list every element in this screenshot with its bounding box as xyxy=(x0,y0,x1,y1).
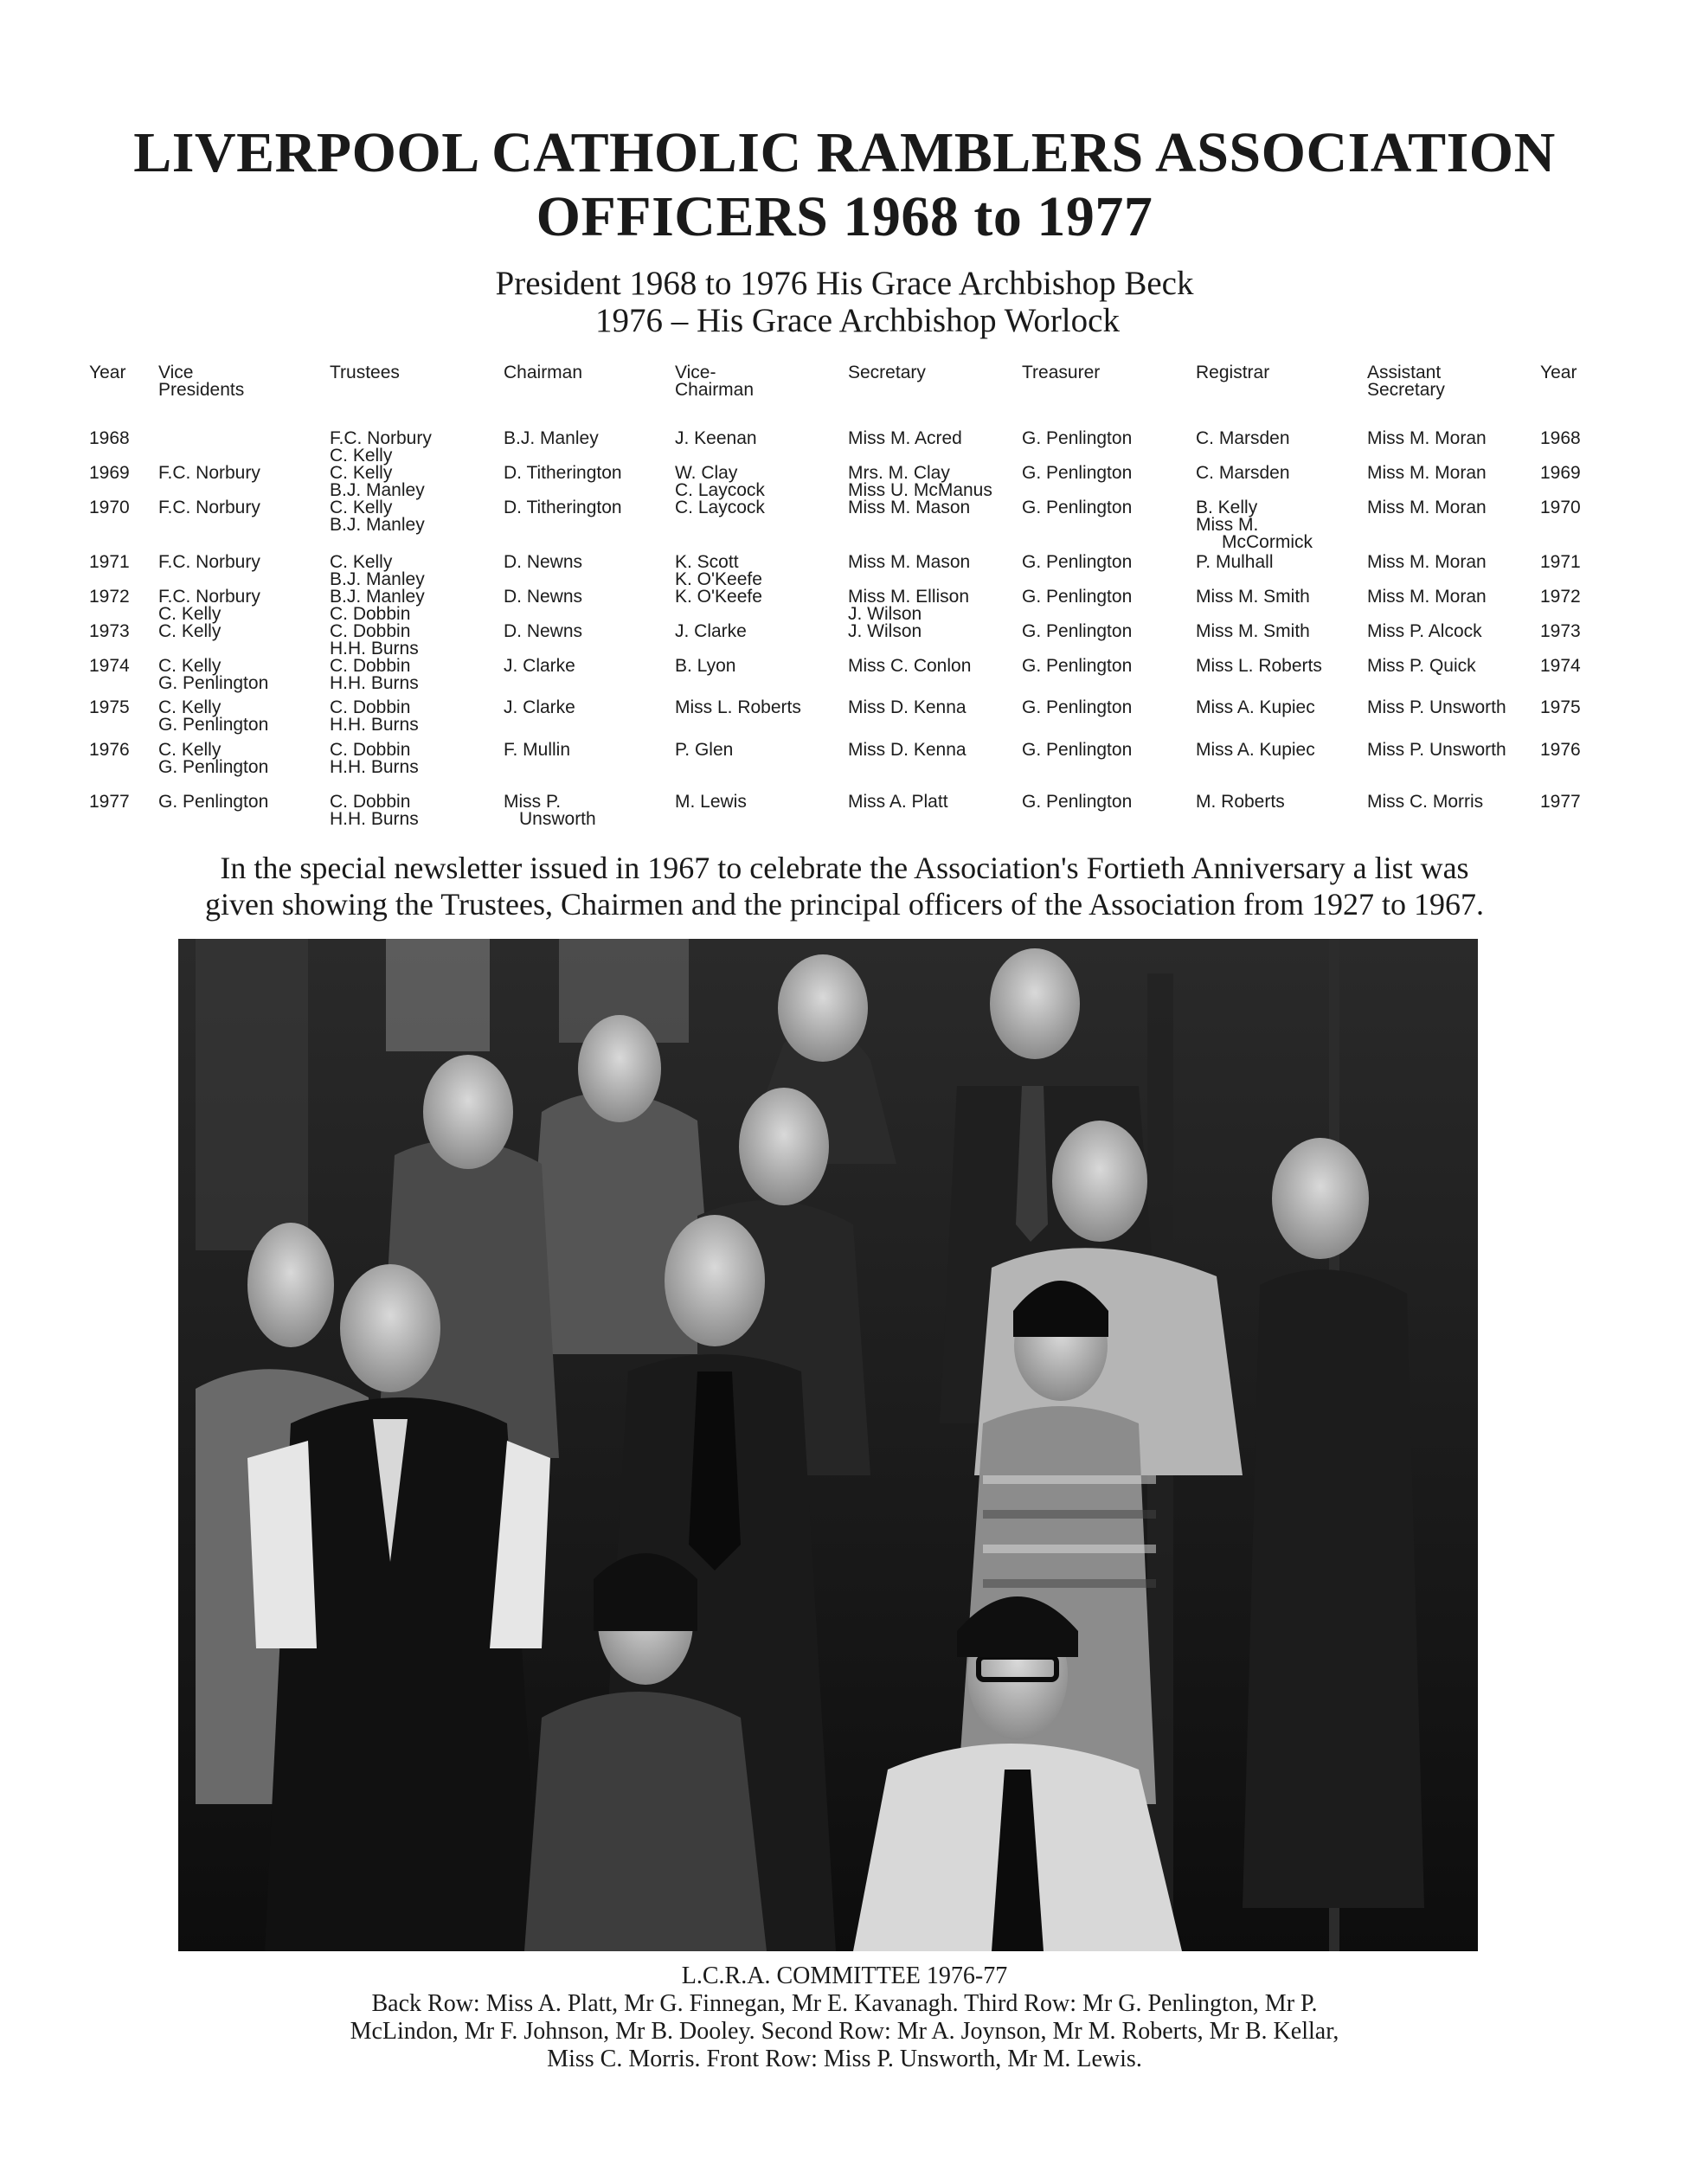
cell-year-right: 1970 xyxy=(1540,498,1581,517)
cell-year: 1971 xyxy=(89,552,130,572)
cell-chairman: D. Newns xyxy=(504,621,583,641)
cell-trustees: H.H. Burns xyxy=(330,809,419,829)
photo-caption-line-3: Miss C. Morris. Front Row: Miss P. Unsworth, Mr M. Lewis. xyxy=(547,2046,1142,2072)
cell-year: 1969 xyxy=(89,463,130,483)
cell-chairman: D. Titherington xyxy=(504,498,622,517)
cell-secretary: Miss U. McManus xyxy=(848,480,992,500)
cell-year-right: 1968 xyxy=(1540,428,1581,448)
cell-year-right: 1972 xyxy=(1540,587,1581,607)
cell-assistant-secretary: Miss M. Moran xyxy=(1367,463,1487,483)
photo-caption-line-2: McLindon, Mr F. Johnson, Mr B. Dooley. Second Row: Mr A. Joynson, Mr M. Roberts, Mr B. Kellar, xyxy=(350,2018,1339,2045)
cell-registrar: McCormick xyxy=(1222,532,1313,552)
cell-vice-chairman: K. O'Keefe xyxy=(675,569,762,589)
cell-vice-presidents: G. Penlington xyxy=(158,792,269,812)
cell-registrar: Miss L. Roberts xyxy=(1196,656,1322,676)
cell-secretary: Miss C. Conlon xyxy=(848,656,972,676)
header-trustees: Trustees xyxy=(330,363,400,382)
cell-vice-presidents: C. Kelly xyxy=(158,740,222,760)
committee-photo xyxy=(178,939,1478,1951)
cell-year-right: 1969 xyxy=(1540,463,1581,483)
cell-treasurer: G. Penlington xyxy=(1022,656,1133,676)
cell-vice-presidents: C. Kelly xyxy=(158,656,222,676)
cell-treasurer: G. Penlington xyxy=(1022,740,1133,760)
cell-trustees: C. Kelly xyxy=(330,446,393,466)
cell-vice-presidents: F.C. Norbury xyxy=(158,552,260,572)
cell-vice-presidents: C. Kelly xyxy=(158,621,222,641)
cell-registrar: Miss M. xyxy=(1196,515,1259,535)
header-vice-chairman: Vice- xyxy=(675,363,716,382)
cell-chairman: D. Titherington xyxy=(504,463,622,483)
cell-secretary: Miss A. Platt xyxy=(848,792,948,812)
header-assistant-secretary: Assistant xyxy=(1367,363,1442,382)
cell-year: 1974 xyxy=(89,656,130,676)
intro-paragraph-line-2: given showing the Trustees, Chairmen and the principal officers of the Association from 1927 to 1967. xyxy=(204,887,1485,922)
cell-trustees: H.H. Burns xyxy=(330,715,419,735)
cell-assistant-secretary: Miss P. Quick xyxy=(1367,656,1476,676)
cell-treasurer: G. Penlington xyxy=(1022,428,1133,448)
cell-trustees: B.J. Manley xyxy=(330,569,425,589)
cell-chairman: J. Clarke xyxy=(504,656,575,676)
cell-chairman: Miss P. xyxy=(504,792,562,812)
cell-assistant-secretary: Miss M. Moran xyxy=(1367,428,1487,448)
cell-trustees: H.H. Burns xyxy=(330,673,419,693)
header-treasurer: Treasurer xyxy=(1022,363,1101,382)
cell-vice-chairman: J. Clarke xyxy=(675,621,747,641)
cell-trustees: C. Dobbin xyxy=(330,697,411,717)
cell-registrar: C. Marsden xyxy=(1196,428,1290,448)
cell-trustees: B.J. Manley xyxy=(330,480,425,500)
photo-caption-line-1: Back Row: Miss A. Platt, Mr G. Finnegan, Mr E. Kavanagh. Third Row: Mr G. Penlington, Mr P. xyxy=(371,1990,1318,2017)
cell-chairman: D. Newns xyxy=(504,552,583,572)
cell-vice-chairman: B. Lyon xyxy=(675,656,736,676)
cell-trustees: C. Dobbin xyxy=(330,792,411,812)
cell-trustees: C. Kelly xyxy=(330,498,393,517)
cell-registrar: C. Marsden xyxy=(1196,463,1290,483)
cell-year: 1970 xyxy=(89,498,130,517)
cell-chairman: Unsworth xyxy=(519,809,596,829)
cell-treasurer: G. Penlington xyxy=(1022,697,1133,717)
cell-registrar: B. Kelly xyxy=(1196,498,1258,517)
cell-vice-presidents: G. Penlington xyxy=(158,715,269,735)
cell-vice-chairman: W. Clay xyxy=(675,463,738,483)
cell-registrar: Miss A. Kupiec xyxy=(1196,697,1315,717)
cell-vice-chairman: M. Lewis xyxy=(675,792,747,812)
cell-treasurer: G. Penlington xyxy=(1022,587,1133,607)
cell-year-right: 1971 xyxy=(1540,552,1581,572)
cell-secretary: J. Wilson xyxy=(848,621,922,641)
cell-assistant-secretary: Miss P. Alcock xyxy=(1367,621,1482,641)
cell-assistant-secretary: Miss M. Moran xyxy=(1367,587,1487,607)
cell-trustees: C. Kelly xyxy=(330,552,393,572)
cell-year-right: 1976 xyxy=(1540,740,1581,760)
header-chairman: Chairman xyxy=(504,363,583,382)
header-registrar: Registrar xyxy=(1196,363,1270,382)
cell-secretary: Miss M. Ellison xyxy=(848,587,970,607)
cell-chairman: B.J. Manley xyxy=(504,428,599,448)
cell-vice-presidents: G. Penlington xyxy=(158,757,269,777)
cell-trustees: H.H. Burns xyxy=(330,639,419,658)
cell-year-right: 1977 xyxy=(1540,792,1581,812)
cell-chairman: D. Newns xyxy=(504,587,583,607)
intro-paragraph-line-1: In the special newsletter issued in 1967 to celebrate the Association's Fortieth Anniversary a list was xyxy=(220,851,1469,885)
cell-trustees: B.J. Manley xyxy=(330,515,425,535)
cell-assistant-secretary: Miss M. Moran xyxy=(1367,498,1487,517)
committee-photo-drawing xyxy=(178,939,1478,1951)
cell-vice-chairman: K. O'Keefe xyxy=(675,587,762,607)
cell-vice-chairman: P. Glen xyxy=(675,740,734,760)
cell-vice-presidents: F.C. Norbury xyxy=(158,587,260,607)
cell-treasurer: G. Penlington xyxy=(1022,498,1133,517)
cell-vice-chairman: Miss L. Roberts xyxy=(675,697,801,717)
cell-chairman: J. Clarke xyxy=(504,697,575,717)
cell-assistant-secretary: Miss M. Moran xyxy=(1367,552,1487,572)
president-line-2: 1976 – His Grace Archbishop Worlock xyxy=(595,302,1120,339)
cell-secretary: J. Wilson xyxy=(848,604,922,624)
photo-caption-title: L.C.R.A. COMMITTEE 1976-77 xyxy=(681,1962,1008,1989)
cell-assistant-secretary: Miss P. Unsworth xyxy=(1367,697,1506,717)
cell-treasurer: G. Penlington xyxy=(1022,552,1133,572)
cell-registrar: Miss M. Smith xyxy=(1196,621,1310,641)
cell-year: 1975 xyxy=(89,697,130,717)
cell-vice-chairman: C. Laycock xyxy=(675,480,765,500)
cell-secretary: Mrs. M. Clay xyxy=(848,463,950,483)
cell-secretary: Miss M. Mason xyxy=(848,552,971,572)
cell-vice-presidents: C. Kelly xyxy=(158,697,222,717)
cell-registrar: M. Roberts xyxy=(1196,792,1285,812)
cell-trustees: C. Dobbin xyxy=(330,656,411,676)
header-vice-presidents: Presidents xyxy=(158,380,245,400)
cell-trustees: C. Dobbin xyxy=(330,740,411,760)
cell-secretary: Miss D. Kenna xyxy=(848,697,967,717)
cell-trustees: C. Dobbin xyxy=(330,621,411,641)
cell-secretary: Miss M. Mason xyxy=(848,498,971,517)
header-secretary: Secretary xyxy=(848,363,926,382)
cell-treasurer: G. Penlington xyxy=(1022,792,1133,812)
cell-vice-chairman: C. Laycock xyxy=(675,498,765,517)
cell-trustees: F.C. Norbury xyxy=(330,428,432,448)
cell-assistant-secretary: Miss C. Morris xyxy=(1367,792,1484,812)
president-line-1: President 1968 to 1976 His Grace Archbishop Beck xyxy=(495,265,1194,302)
cell-year-right: 1974 xyxy=(1540,656,1581,676)
cell-vice-presidents: G. Penlington xyxy=(158,673,269,693)
cell-vice-presidents: C. Kelly xyxy=(158,604,222,624)
cell-registrar: P. Mulhall xyxy=(1196,552,1274,572)
cell-secretary: Miss D. Kenna xyxy=(848,740,967,760)
cell-vice-presidents: F.C. Norbury xyxy=(158,498,260,517)
header-vice-presidents: Vice xyxy=(158,363,194,382)
cell-year: 1973 xyxy=(89,621,130,641)
page-title: LIVERPOOL CATHOLIC RAMBLERS ASSOCIATION xyxy=(133,121,1556,184)
page-subtitle: OFFICERS 1968 to 1977 xyxy=(536,185,1153,248)
cell-trustees: C. Kelly xyxy=(330,463,393,483)
cell-vice-presidents: F.C. Norbury xyxy=(158,463,260,483)
cell-year: 1968 xyxy=(89,428,130,448)
cell-vice-chairman: K. Scott xyxy=(675,552,739,572)
cell-year: 1977 xyxy=(89,792,130,812)
cell-assistant-secretary: Miss P. Unsworth xyxy=(1367,740,1506,760)
header-assistant-secretary: Secretary xyxy=(1367,380,1445,400)
cell-year: 1976 xyxy=(89,740,130,760)
cell-year-right: 1975 xyxy=(1540,697,1581,717)
cell-secretary: Miss M. Acred xyxy=(848,428,962,448)
cell-trustees: H.H. Burns xyxy=(330,757,419,777)
cell-treasurer: G. Penlington xyxy=(1022,463,1133,483)
cell-trustees: C. Dobbin xyxy=(330,604,411,624)
cell-treasurer: G. Penlington xyxy=(1022,621,1133,641)
cell-vice-chairman: J. Keenan xyxy=(675,428,757,448)
cell-year-right: 1973 xyxy=(1540,621,1581,641)
header-vice-chairman: Chairman xyxy=(675,380,755,400)
cell-registrar: Miss A. Kupiec xyxy=(1196,740,1315,760)
header-year: Year xyxy=(89,363,126,382)
cell-year: 1972 xyxy=(89,587,130,607)
cell-registrar: Miss M. Smith xyxy=(1196,587,1310,607)
cell-chairman: F. Mullin xyxy=(504,740,571,760)
header-year-right: Year xyxy=(1540,363,1577,382)
cell-trustees: B.J. Manley xyxy=(330,587,425,607)
